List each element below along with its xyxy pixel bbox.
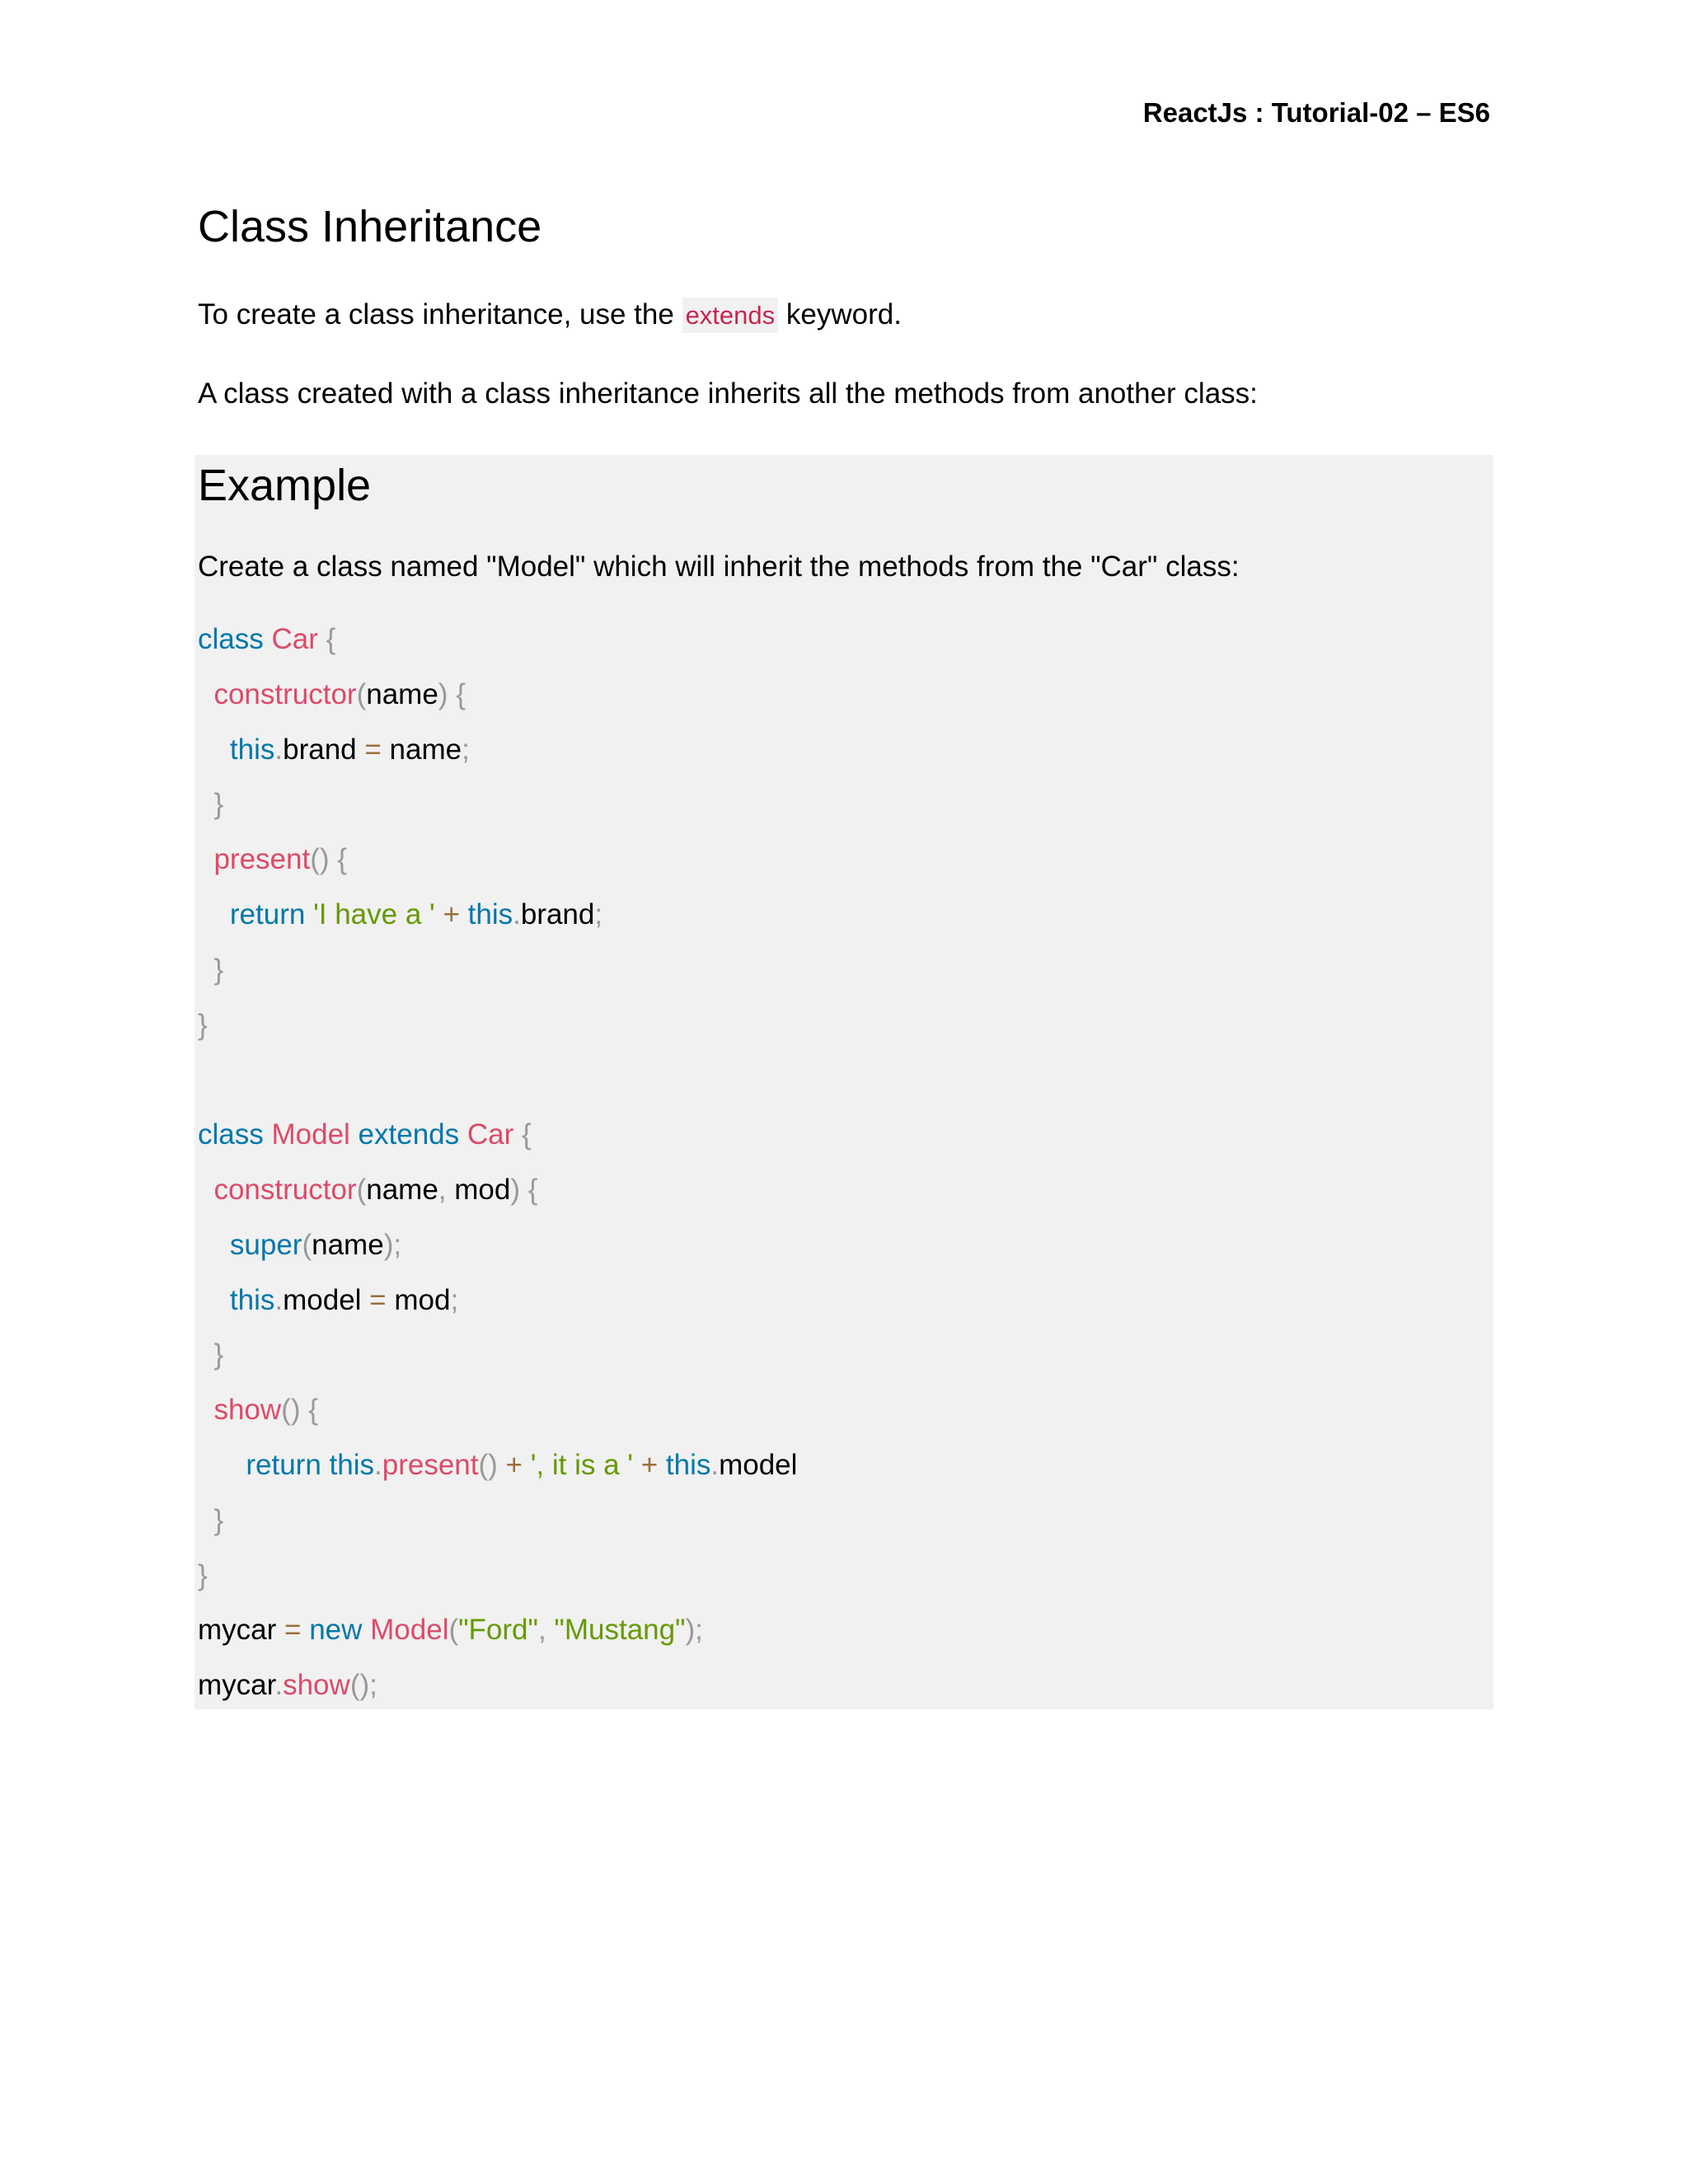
code-token	[301, 1614, 309, 1646]
code-token	[460, 898, 468, 930]
code-token: super	[229, 1229, 302, 1261]
intro-paragraph	[198, 298, 902, 331]
code-token	[362, 1614, 370, 1646]
code-token: (	[356, 1174, 367, 1206]
code-token: mycar	[198, 1614, 284, 1646]
code-token: name	[366, 678, 438, 710]
code-token: .	[374, 1449, 382, 1481]
code-token: }	[213, 788, 224, 820]
inheritance-paragraph: A class created with a class inheritance inherits all the methods from another class:	[198, 377, 1258, 410]
code-token: show	[213, 1394, 282, 1426]
code-token	[198, 1504, 213, 1536]
section-title: Class Inheritance	[198, 202, 542, 251]
code-token	[321, 1449, 330, 1481]
code-token: Car	[271, 623, 318, 655]
code-token: this	[229, 1284, 275, 1316]
code-token: }	[213, 954, 224, 986]
code-token: (	[448, 1614, 459, 1646]
code-token: .	[710, 1449, 720, 1481]
code-token: =	[364, 733, 382, 766]
example-box	[195, 455, 1493, 1709]
code-token: mod	[386, 1284, 451, 1316]
code-token	[198, 954, 213, 986]
code-token: ;	[450, 1284, 459, 1316]
code-token: brand	[283, 733, 365, 766]
code-token	[198, 788, 213, 820]
code-token: class	[198, 623, 264, 655]
code-token: ()	[310, 843, 330, 875]
code-token: mycar	[198, 1669, 275, 1701]
code-token: ()	[281, 1394, 301, 1426]
code-token: ;	[462, 733, 470, 766]
intro-text-before: To create a class inheritance, use the	[198, 298, 682, 330]
code-token: Car	[467, 1118, 514, 1151]
code-token: }	[213, 1504, 224, 1536]
code-token: show	[283, 1669, 350, 1701]
code-line	[198, 677, 466, 713]
code-line	[198, 952, 223, 988]
code-token: ()	[478, 1449, 498, 1481]
code-token: constructor	[213, 678, 357, 710]
code-token: {	[308, 1394, 318, 1426]
code-line	[198, 1502, 223, 1539]
code-token: +	[640, 1449, 659, 1481]
code-token	[198, 1338, 213, 1371]
code-token: =	[369, 1284, 387, 1316]
code-token	[330, 843, 338, 875]
code-line	[198, 1337, 223, 1373]
code-token	[318, 623, 326, 655]
code-token: constructor	[213, 1174, 357, 1206]
code-token: .	[274, 1669, 284, 1701]
code-token: +	[505, 1449, 523, 1481]
code-token	[448, 678, 456, 710]
code-line	[198, 1282, 458, 1319]
code-token: }	[198, 1009, 208, 1041]
code-token	[198, 1284, 230, 1316]
code-token: {	[456, 678, 466, 710]
code-token	[498, 1449, 506, 1481]
code-line	[198, 1172, 537, 1208]
code-line	[198, 1117, 532, 1153]
code-token: present	[382, 1449, 479, 1481]
code-line	[198, 897, 603, 933]
code-token: .	[274, 733, 284, 766]
code-token: brand	[520, 898, 595, 930]
code-token: "Mustang"	[554, 1614, 686, 1646]
code-token	[633, 1449, 641, 1481]
code-token: class	[198, 1118, 264, 1151]
example-title: Example	[198, 461, 372, 510]
code-token: );	[685, 1614, 703, 1646]
code-token: (	[356, 678, 367, 710]
code-token	[459, 1118, 467, 1151]
code-token: .	[274, 1284, 284, 1316]
code-token: );	[383, 1229, 402, 1261]
code-token	[198, 1229, 230, 1261]
code-token: .	[513, 898, 521, 930]
example-description: Create a class named "Model" which will inherit the methods from the "Car" class:	[198, 551, 1240, 583]
code-token: )	[510, 1174, 520, 1206]
code-token: }	[198, 1559, 208, 1591]
code-token	[513, 1118, 522, 1151]
code-token	[546, 1614, 555, 1646]
intro-text-after: keyword.	[778, 298, 902, 330]
code-token: return	[229, 898, 306, 930]
code-token: }	[213, 1338, 224, 1371]
code-token: name	[366, 1174, 438, 1206]
code-token	[198, 1394, 213, 1426]
code-token: {	[528, 1174, 538, 1206]
code-token: )	[438, 678, 448, 710]
code-token	[198, 898, 230, 930]
inline-code-extends: extends	[682, 298, 779, 333]
code-token	[198, 733, 230, 766]
code-token: present	[213, 843, 311, 875]
code-token	[658, 1449, 666, 1481]
code-token	[305, 898, 313, 930]
code-token: (	[302, 1229, 312, 1261]
code-token: Model	[370, 1614, 449, 1646]
code-token: name	[381, 733, 462, 766]
code-token: {	[337, 843, 347, 875]
code-token	[198, 678, 213, 710]
code-token: this	[467, 898, 513, 930]
code-token: ,	[438, 1174, 447, 1206]
code-token	[198, 1174, 213, 1206]
code-token	[523, 1449, 531, 1481]
code-line	[198, 1612, 703, 1648]
code-token: 'I have a '	[313, 898, 435, 930]
code-token: model	[719, 1449, 798, 1481]
code-token: this	[665, 1449, 711, 1481]
code-token: +	[443, 898, 460, 930]
code-token: ();	[349, 1669, 377, 1701]
code-token: {	[326, 623, 336, 655]
code-token	[520, 1174, 528, 1206]
code-token: Model	[271, 1118, 350, 1151]
code-token: =	[284, 1614, 302, 1646]
code-line	[198, 1007, 208, 1043]
code-token	[198, 1449, 246, 1481]
code-token: this	[229, 733, 275, 766]
code-token: ', it is a '	[530, 1449, 633, 1481]
code-token: return	[246, 1449, 321, 1481]
page-header: ReactJs : Tutorial-02 – ES6	[1142, 97, 1490, 128]
code-line	[198, 1558, 208, 1594]
code-line	[198, 1447, 797, 1483]
code-token	[198, 843, 213, 875]
code-token: "Ford"	[458, 1614, 538, 1646]
code-token	[435, 898, 443, 930]
code-token: ;	[594, 898, 603, 930]
code-token: mod	[446, 1174, 511, 1206]
code-line	[198, 841, 347, 878]
code-token: extends	[358, 1118, 460, 1151]
code-line	[198, 1667, 377, 1704]
code-line	[198, 621, 335, 658]
code-token	[300, 1394, 308, 1426]
code-token	[350, 1118, 359, 1151]
code-line	[198, 786, 223, 823]
code-token: this	[329, 1449, 374, 1481]
code-token: new	[309, 1614, 363, 1646]
code-line	[198, 732, 470, 768]
code-token: {	[522, 1118, 532, 1151]
code-line	[198, 1227, 401, 1263]
code-token: ,	[537, 1614, 546, 1646]
code-line	[198, 1392, 318, 1428]
code-token: name	[312, 1229, 384, 1261]
code-token: model	[283, 1284, 370, 1316]
